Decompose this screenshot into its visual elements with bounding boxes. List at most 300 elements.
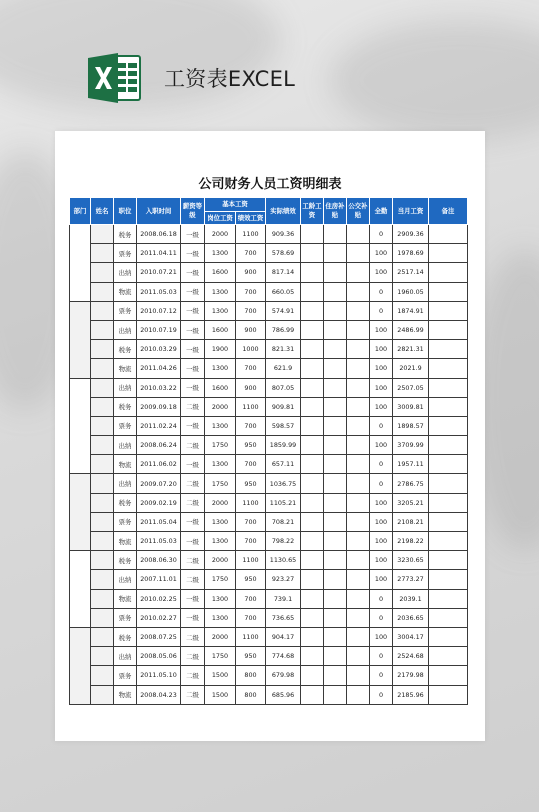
- perf-salary-cell: 900: [236, 320, 266, 339]
- salary-grade-cell: 二级: [181, 570, 205, 589]
- seniority-cell: [301, 666, 324, 685]
- position-cell: 物流: [114, 359, 137, 378]
- position-cell: 出纳: [114, 474, 137, 493]
- attendance-cell: 100: [370, 436, 393, 455]
- post-salary-cell: 1300: [205, 416, 236, 435]
- remark-cell: [429, 551, 468, 570]
- post-salary-cell: 2000: [205, 493, 236, 512]
- join-date-cell: 2008.06.30: [137, 551, 181, 570]
- transport-cell: [347, 685, 370, 704]
- table-row: [70, 397, 468, 416]
- actual-perf-cell: 679.98: [266, 666, 301, 685]
- name-cell: [91, 647, 114, 666]
- name-cell: [91, 320, 114, 339]
- position-cell: 税务: [114, 225, 137, 244]
- join-date-cell: 2010.07.12: [137, 301, 181, 320]
- actual-perf-cell: 1105.21: [266, 493, 301, 512]
- actual-perf-cell: 657.11: [266, 455, 301, 474]
- salary-grade-cell: 一级: [181, 608, 205, 627]
- position-cell: 票务: [114, 416, 137, 435]
- table-row: [70, 359, 468, 378]
- position-cell: 物流: [114, 532, 137, 551]
- remark-cell: [429, 666, 468, 685]
- housing-cell: [324, 474, 347, 493]
- housing-cell: [324, 647, 347, 666]
- name-cell: [91, 455, 114, 474]
- seniority-cell: [301, 416, 324, 435]
- dept-cell: [70, 378, 91, 474]
- remark-cell: [429, 627, 468, 646]
- housing-cell: [324, 225, 347, 244]
- remark-cell: [429, 416, 468, 435]
- attendance-cell: 0: [370, 608, 393, 627]
- seniority-cell: [301, 263, 324, 282]
- table-row: [70, 570, 468, 589]
- post-salary-cell: 1300: [205, 301, 236, 320]
- remark-cell: [429, 263, 468, 282]
- salary-grade-cell: 一级: [181, 225, 205, 244]
- position-cell: 物流: [114, 282, 137, 301]
- transport-cell: [347, 397, 370, 416]
- post-salary-cell: 1750: [205, 474, 236, 493]
- transport-cell: [347, 301, 370, 320]
- perf-salary-cell: 950: [236, 647, 266, 666]
- monthly-salary-cell: 2517.14: [393, 263, 429, 282]
- perf-salary-cell: 800: [236, 666, 266, 685]
- salary-grade-cell: 二级: [181, 647, 205, 666]
- attendance-cell: 0: [370, 685, 393, 704]
- header-attendance: 全勤: [370, 198, 393, 225]
- table-row: [70, 551, 468, 570]
- table-row: [70, 608, 468, 627]
- header-name: 姓名: [91, 198, 114, 225]
- transport-cell: [347, 244, 370, 263]
- position-cell: 物流: [114, 685, 137, 704]
- transport-cell: [347, 666, 370, 685]
- header-dept: 部门: [70, 198, 91, 225]
- salary-grade-cell: 二级: [181, 397, 205, 416]
- salary-grade-cell: 一级: [181, 282, 205, 301]
- monthly-salary-cell: 2486.99: [393, 320, 429, 339]
- header-salary-grade: 薪资等级: [181, 198, 205, 225]
- salary-grade-cell: 一级: [181, 378, 205, 397]
- remark-cell: [429, 512, 468, 531]
- perf-salary-cell: 800: [236, 685, 266, 704]
- attendance-cell: 100: [370, 397, 393, 416]
- transport-cell: [347, 532, 370, 551]
- join-date-cell: 2007.11.01: [137, 570, 181, 589]
- position-cell: 物流: [114, 589, 137, 608]
- header-position: 职位: [114, 198, 137, 225]
- seniority-cell: [301, 244, 324, 263]
- post-salary-cell: 1300: [205, 244, 236, 263]
- housing-cell: [324, 532, 347, 551]
- housing-cell: [324, 570, 347, 589]
- actual-perf-cell: 621.9: [266, 359, 301, 378]
- seniority-cell: [301, 608, 324, 627]
- actual-perf-cell: 598.57: [266, 416, 301, 435]
- monthly-salary-cell: 2507.05: [393, 378, 429, 397]
- name-cell: [91, 474, 114, 493]
- join-date-cell: 2010.03.22: [137, 378, 181, 397]
- transport-cell: [347, 416, 370, 435]
- name-cell: [91, 512, 114, 531]
- join-date-cell: 2011.02.24: [137, 416, 181, 435]
- name-cell: [91, 282, 114, 301]
- name-cell: [91, 225, 114, 244]
- header-remark: 备注: [429, 198, 468, 225]
- seniority-cell: [301, 512, 324, 531]
- housing-cell: [324, 666, 347, 685]
- transport-cell: [347, 608, 370, 627]
- remark-cell: [429, 340, 468, 359]
- table-row: [70, 685, 468, 704]
- salary-grade-cell: 一级: [181, 589, 205, 608]
- housing-cell: [324, 493, 347, 512]
- join-date-cell: 2008.06.18: [137, 225, 181, 244]
- perf-salary-cell: 1100: [236, 551, 266, 570]
- attendance-cell: 0: [370, 589, 393, 608]
- attendance-cell: 100: [370, 493, 393, 512]
- actual-perf-cell: 660.05: [266, 282, 301, 301]
- background-shadow: [330, 20, 539, 140]
- position-cell: 物流: [114, 455, 137, 474]
- name-cell: [91, 436, 114, 455]
- actual-perf-cell: 578.69: [266, 244, 301, 263]
- housing-cell: [324, 282, 347, 301]
- housing-cell: [324, 320, 347, 339]
- actual-perf-cell: 774.68: [266, 647, 301, 666]
- table-row: [70, 301, 468, 320]
- post-salary-cell: 1300: [205, 282, 236, 301]
- monthly-salary-cell: 2185.96: [393, 685, 429, 704]
- housing-cell: [324, 244, 347, 263]
- table-row: [70, 474, 468, 493]
- salary-grade-cell: 一级: [181, 263, 205, 282]
- seniority-cell: [301, 647, 324, 666]
- salary-grade-cell: 二级: [181, 436, 205, 455]
- perf-salary-cell: 700: [236, 359, 266, 378]
- post-salary-cell: 2000: [205, 225, 236, 244]
- remark-cell: [429, 359, 468, 378]
- transport-cell: [347, 263, 370, 282]
- post-salary-cell: 2000: [205, 397, 236, 416]
- seniority-cell: [301, 532, 324, 551]
- name-cell: [91, 263, 114, 282]
- name-cell: [91, 589, 114, 608]
- attendance-cell: 0: [370, 282, 393, 301]
- transport-cell: [347, 340, 370, 359]
- join-date-cell: 2009.07.20: [137, 474, 181, 493]
- actual-perf-cell: 1130.65: [266, 551, 301, 570]
- seniority-cell: [301, 570, 324, 589]
- join-date-cell: 2010.02.25: [137, 589, 181, 608]
- name-cell: [91, 685, 114, 704]
- table-row: [70, 589, 468, 608]
- attendance-cell: 100: [370, 340, 393, 359]
- name-cell: [91, 359, 114, 378]
- perf-salary-cell: 700: [236, 589, 266, 608]
- attendance-cell: 0: [370, 647, 393, 666]
- perf-salary-cell: 700: [236, 244, 266, 263]
- position-cell: 税务: [114, 340, 137, 359]
- dept-cell: [70, 551, 91, 628]
- housing-cell: [324, 301, 347, 320]
- name-cell: [91, 627, 114, 646]
- salary-grade-cell: 二级: [181, 685, 205, 704]
- attendance-cell: 100: [370, 512, 393, 531]
- name-cell: [91, 244, 114, 263]
- transport-cell: [347, 378, 370, 397]
- remark-cell: [429, 474, 468, 493]
- salary-grade-cell: 一级: [181, 244, 205, 263]
- header-join-date: 入职时间: [137, 198, 181, 225]
- join-date-cell: 2008.07.25: [137, 627, 181, 646]
- salary-grade-cell: 二级: [181, 551, 205, 570]
- monthly-salary-cell: 2198.22: [393, 532, 429, 551]
- transport-cell: [347, 627, 370, 646]
- table-row: [70, 320, 468, 339]
- transport-cell: [347, 359, 370, 378]
- table-row: [70, 647, 468, 666]
- actual-perf-cell: 1036.75: [266, 474, 301, 493]
- remark-cell: [429, 436, 468, 455]
- attendance-cell: 100: [370, 320, 393, 339]
- housing-cell: [324, 455, 347, 474]
- spreadsheet-paper: [55, 131, 485, 741]
- join-date-cell: 2011.05.03: [137, 532, 181, 551]
- position-cell: 票务: [114, 666, 137, 685]
- perf-salary-cell: 700: [236, 455, 266, 474]
- remark-cell: [429, 570, 468, 589]
- position-cell: 票务: [114, 512, 137, 531]
- header-basic-salary: 基本工资: [205, 198, 266, 212]
- transport-cell: [347, 455, 370, 474]
- join-date-cell: 2010.07.21: [137, 263, 181, 282]
- name-cell: [91, 340, 114, 359]
- post-salary-cell: 1300: [205, 512, 236, 531]
- header-monthly: 当月工资: [393, 198, 429, 225]
- monthly-salary-cell: 3205.21: [393, 493, 429, 512]
- salary-grade-cell: 二级: [181, 493, 205, 512]
- salary-grade-cell: 一级: [181, 301, 205, 320]
- perf-salary-cell: 700: [236, 512, 266, 531]
- housing-cell: [324, 608, 347, 627]
- actual-perf-cell: 798.22: [266, 532, 301, 551]
- perf-salary-cell: 700: [236, 416, 266, 435]
- monthly-salary-cell: 2021.9: [393, 359, 429, 378]
- table-row: [70, 493, 468, 512]
- perf-salary-cell: 1100: [236, 397, 266, 416]
- monthly-salary-cell: 2179.98: [393, 666, 429, 685]
- actual-perf-cell: 909.81: [266, 397, 301, 416]
- salary-grade-cell: 二级: [181, 666, 205, 685]
- transport-cell: [347, 474, 370, 493]
- post-salary-cell: 1500: [205, 666, 236, 685]
- salary-grade-cell: 一级: [181, 320, 205, 339]
- table-row: [70, 225, 468, 244]
- transport-cell: [347, 436, 370, 455]
- attendance-cell: 0: [370, 416, 393, 435]
- remark-cell: [429, 647, 468, 666]
- post-salary-cell: 1600: [205, 320, 236, 339]
- remark-cell: [429, 301, 468, 320]
- join-date-cell: 2011.04.11: [137, 244, 181, 263]
- perf-salary-cell: 1100: [236, 493, 266, 512]
- remark-cell: [429, 493, 468, 512]
- seniority-cell: [301, 493, 324, 512]
- position-cell: 出纳: [114, 436, 137, 455]
- salary-grade-cell: 二级: [181, 627, 205, 646]
- monthly-salary-cell: 2786.75: [393, 474, 429, 493]
- join-date-cell: 2011.05.10: [137, 666, 181, 685]
- position-cell: 税务: [114, 397, 137, 416]
- actual-perf-cell: 685.96: [266, 685, 301, 704]
- seniority-cell: [301, 551, 324, 570]
- attendance-cell: 100: [370, 532, 393, 551]
- monthly-salary-cell: 3009.81: [393, 397, 429, 416]
- join-date-cell: 2008.06.24: [137, 436, 181, 455]
- transport-cell: [347, 589, 370, 608]
- join-date-cell: 2008.05.06: [137, 647, 181, 666]
- actual-perf-cell: 574.91: [266, 301, 301, 320]
- remark-cell: [429, 244, 468, 263]
- table-row: [70, 512, 468, 531]
- actual-perf-cell: 904.17: [266, 627, 301, 646]
- seniority-cell: [301, 320, 324, 339]
- seniority-cell: [301, 627, 324, 646]
- attendance-cell: 100: [370, 551, 393, 570]
- table-row: [70, 532, 468, 551]
- salary-grade-cell: 一级: [181, 532, 205, 551]
- monthly-salary-cell: 1874.91: [393, 301, 429, 320]
- monthly-salary-cell: 1978.69: [393, 244, 429, 263]
- remark-cell: [429, 225, 468, 244]
- seniority-cell: [301, 359, 324, 378]
- post-salary-cell: 1750: [205, 570, 236, 589]
- perf-salary-cell: 950: [236, 474, 266, 493]
- remark-cell: [429, 282, 468, 301]
- position-cell: 出纳: [114, 570, 137, 589]
- dept-cell: [70, 225, 91, 302]
- dept-cell: [70, 627, 91, 704]
- seniority-cell: [301, 378, 324, 397]
- perf-salary-cell: 700: [236, 282, 266, 301]
- housing-cell: [324, 627, 347, 646]
- actual-perf-cell: 736.65: [266, 608, 301, 627]
- perf-salary-cell: 1100: [236, 225, 266, 244]
- attendance-cell: 100: [370, 570, 393, 589]
- salary-grade-cell: 一级: [181, 340, 205, 359]
- remark-cell: [429, 397, 468, 416]
- perf-salary-cell: 700: [236, 532, 266, 551]
- name-cell: [91, 666, 114, 685]
- header-seniority: 工龄工资: [301, 198, 324, 225]
- housing-cell: [324, 378, 347, 397]
- perf-salary-cell: 700: [236, 301, 266, 320]
- seniority-cell: [301, 340, 324, 359]
- salary-grade-cell: 一级: [181, 455, 205, 474]
- join-date-cell: 2011.05.04: [137, 512, 181, 531]
- position-cell: 票务: [114, 244, 137, 263]
- post-salary-cell: 2000: [205, 551, 236, 570]
- table-row: [70, 340, 468, 359]
- transport-cell: [347, 647, 370, 666]
- position-cell: 税务: [114, 551, 137, 570]
- remark-cell: [429, 608, 468, 627]
- attendance-cell: 100: [370, 359, 393, 378]
- table-row: [70, 666, 468, 685]
- monthly-salary-cell: 1898.57: [393, 416, 429, 435]
- remark-cell: [429, 532, 468, 551]
- table-row: [70, 416, 468, 435]
- actual-perf-cell: 786.99: [266, 320, 301, 339]
- post-salary-cell: 1300: [205, 532, 236, 551]
- seniority-cell: [301, 282, 324, 301]
- seniority-cell: [301, 685, 324, 704]
- name-cell: [91, 378, 114, 397]
- join-date-cell: 2010.03.29: [137, 340, 181, 359]
- perf-salary-cell: 1100: [236, 627, 266, 646]
- attendance-cell: 100: [370, 244, 393, 263]
- seniority-cell: [301, 455, 324, 474]
- actual-perf-cell: 923.27: [266, 570, 301, 589]
- seniority-cell: [301, 436, 324, 455]
- page-header: [84, 48, 295, 108]
- attendance-cell: 100: [370, 263, 393, 282]
- transport-cell: [347, 512, 370, 531]
- name-cell: [91, 551, 114, 570]
- attendance-cell: 100: [370, 627, 393, 646]
- remark-cell: [429, 589, 468, 608]
- actual-perf-cell: 821.31: [266, 340, 301, 359]
- monthly-salary-cell: 2821.31: [393, 340, 429, 359]
- join-date-cell: 2011.04.26: [137, 359, 181, 378]
- perf-salary-cell: 950: [236, 570, 266, 589]
- perf-salary-cell: 900: [236, 378, 266, 397]
- table-row: [70, 378, 468, 397]
- housing-cell: [324, 359, 347, 378]
- seniority-cell: [301, 589, 324, 608]
- salary-grade-cell: 一级: [181, 512, 205, 531]
- name-cell: [91, 493, 114, 512]
- housing-cell: [324, 416, 347, 435]
- transport-cell: [347, 225, 370, 244]
- dept-cell: [70, 474, 91, 551]
- salary-table: [69, 197, 468, 705]
- remark-cell: [429, 685, 468, 704]
- salary-grade-cell: 一级: [181, 359, 205, 378]
- attendance-cell: 100: [370, 378, 393, 397]
- attendance-cell: 0: [370, 225, 393, 244]
- salary-grade-cell: 一级: [181, 416, 205, 435]
- post-salary-cell: 1900: [205, 340, 236, 359]
- join-date-cell: 2008.04.23: [137, 685, 181, 704]
- actual-perf-cell: 817.14: [266, 263, 301, 282]
- housing-cell: [324, 263, 347, 282]
- post-salary-cell: 1750: [205, 436, 236, 455]
- position-cell: 税务: [114, 493, 137, 512]
- join-date-cell: 2009.02.19: [137, 493, 181, 512]
- table-body: [70, 225, 468, 705]
- post-salary-cell: 2000: [205, 627, 236, 646]
- monthly-salary-cell: 3004.17: [393, 627, 429, 646]
- table-row: [70, 263, 468, 282]
- attendance-cell: 0: [370, 666, 393, 685]
- position-cell: 税务: [114, 627, 137, 646]
- table-row: [70, 244, 468, 263]
- excel-logo-icon: [84, 48, 144, 108]
